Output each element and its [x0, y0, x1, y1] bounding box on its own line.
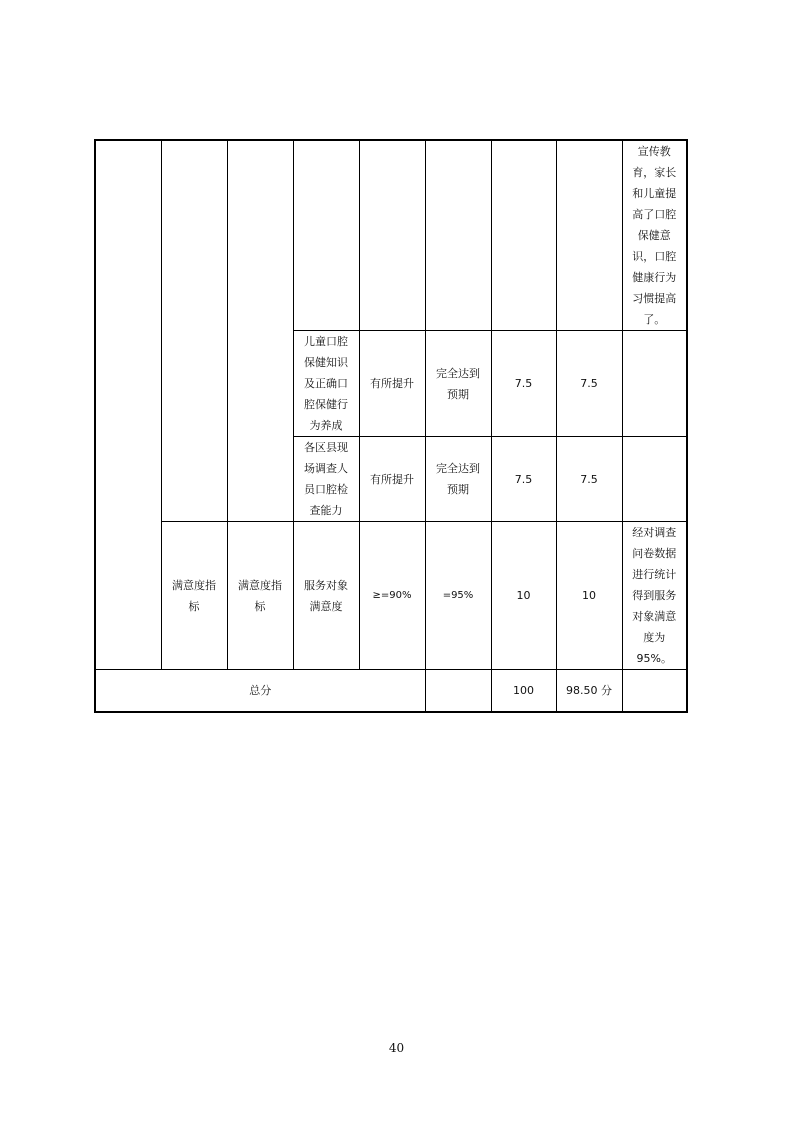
total-weight: 100 [491, 670, 556, 712]
actual-cell: 完全达到预期 [425, 331, 491, 437]
note-cell [622, 331, 687, 437]
table-row [95, 522, 687, 670]
note-cell: 宣传教育，家长和儿童提高了口腔保健意识，口腔健康行为习惯提高了。 [622, 140, 687, 331]
target-cell: ≥=90% [359, 522, 425, 670]
actual-cell [425, 140, 491, 331]
score-cell: 7.5 [556, 331, 622, 437]
weight-cell: 10 [491, 522, 556, 670]
level1-cell-empty [95, 140, 161, 670]
indicator-cell: 服务对象满意度 [293, 522, 359, 670]
total-empty-cell [425, 670, 491, 712]
weight-cell [491, 140, 556, 331]
table-row [95, 140, 687, 331]
level2-cell: 满意度指标 [227, 522, 293, 670]
table-row-total [95, 670, 687, 712]
actual-cell: 完全达到预期 [425, 437, 491, 522]
total-label: 总分 [95, 670, 425, 712]
actual-cell: =95% [425, 522, 491, 670]
level1-cell: 满意度指标 [161, 522, 227, 670]
level1-cell-empty [161, 140, 227, 522]
indicator-cell [293, 140, 359, 331]
target-cell: 有所提升 [359, 437, 425, 522]
page-number: 40 [388, 1041, 405, 1055]
level2-cell-empty [227, 140, 293, 522]
total-note [622, 670, 687, 712]
target-cell [359, 140, 425, 331]
performance-table [94, 139, 688, 713]
note-cell: 经对调查问卷数据进行统计得到服务对象满意度为95%。 [622, 522, 687, 670]
note-cell [622, 437, 687, 522]
score-cell [556, 140, 622, 331]
indicator-cell: 各区县现场调查人员口腔检查能力 [293, 437, 359, 522]
total-score: 98.50 分 [556, 670, 622, 712]
weight-cell: 7.5 [491, 331, 556, 437]
score-cell: 10 [556, 522, 622, 670]
target-cell: 有所提升 [359, 331, 425, 437]
score-cell: 7.5 [556, 437, 622, 522]
weight-cell: 7.5 [491, 437, 556, 522]
indicator-cell: 儿童口腔保健知识及正确口腔保健行为养成 [293, 331, 359, 437]
